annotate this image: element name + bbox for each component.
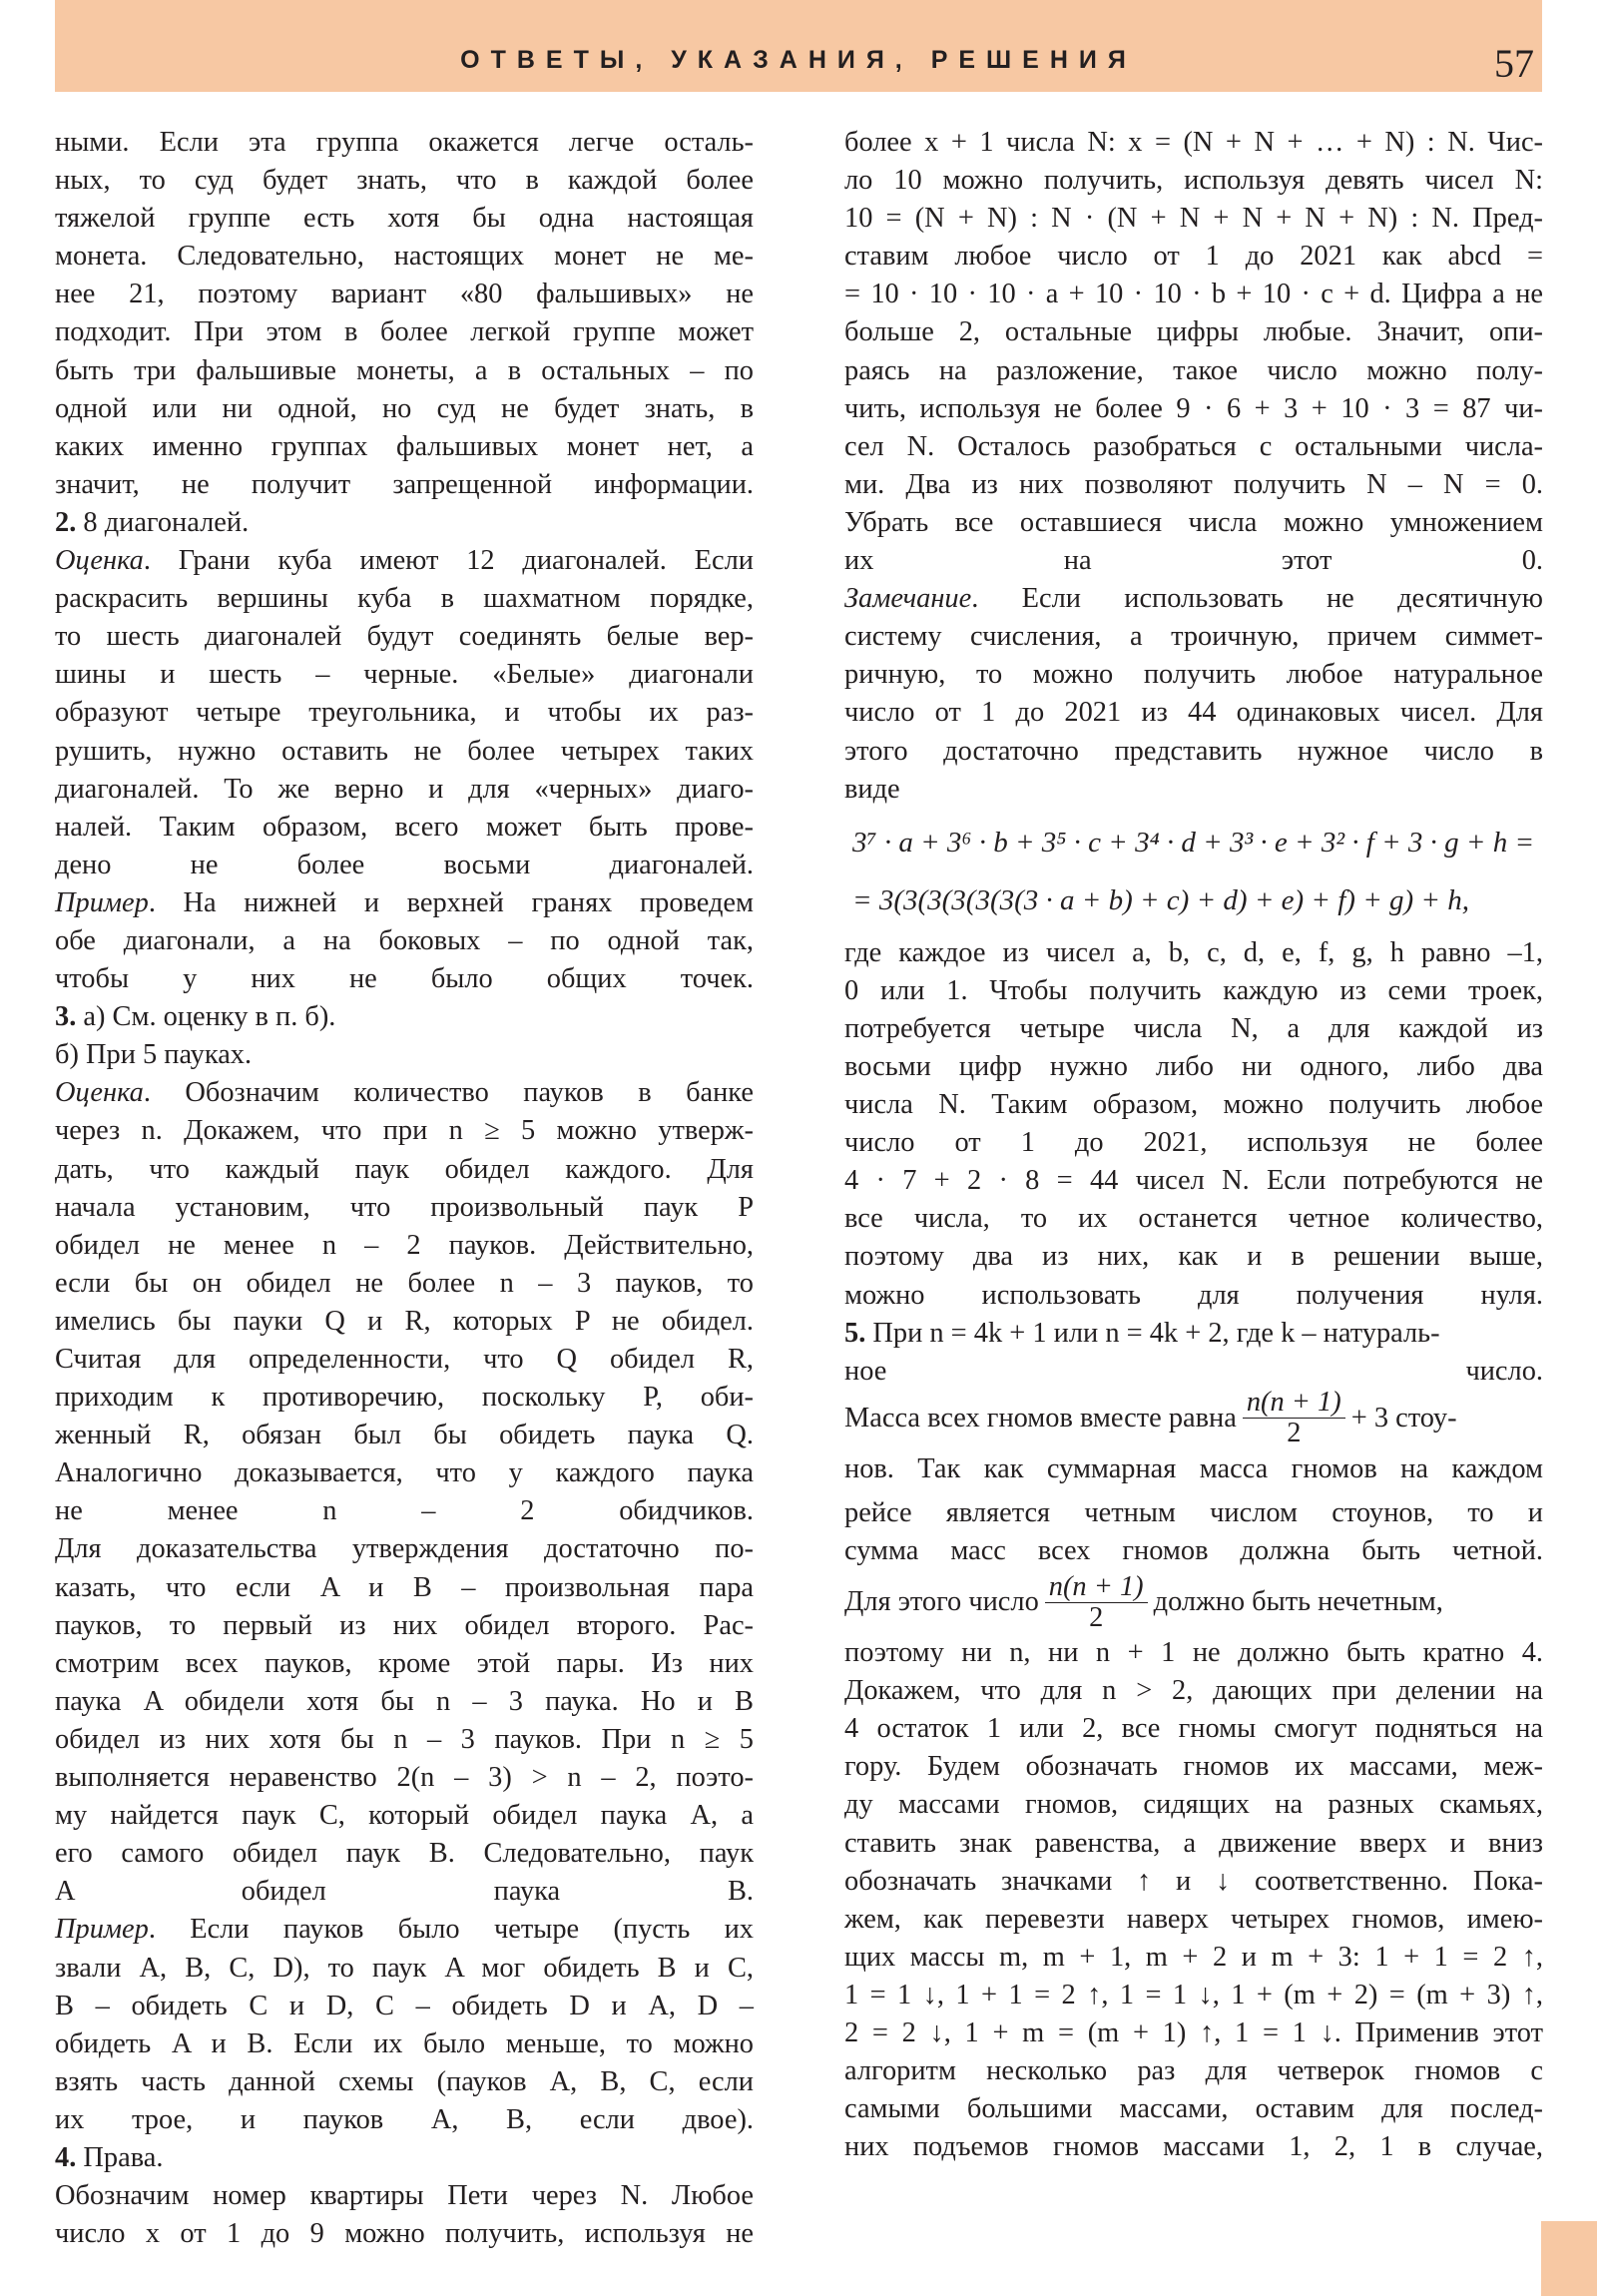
text-line: казать, что если A и B – произвольная пара [55, 1571, 754, 1603]
text-line: Аналогично доказывается, что у каждого паука [55, 1457, 754, 1489]
example-label: Пример [55, 1914, 149, 1946]
text-line: обидеть A и B. Если их было меньше, то можно [55, 2027, 754, 2059]
problem-number: 4. [55, 2141, 77, 2173]
text-line: пауков, то первый из них обидел второго. Рас- [55, 1609, 754, 1641]
text-line: диагоналей. То же верно и для «черных» диаго- [55, 773, 754, 805]
page-number: 57 [1494, 41, 1534, 86]
fraction-numerator: n(n + 1) [1243, 1388, 1345, 1419]
text-line: ставить знак равенства, а движение вверх и вниз [844, 1827, 1543, 1859]
running-header-title: ОТВЕТЫ, УКАЗАНИЯ, РЕШЕНИЯ [460, 46, 1137, 74]
problem-5 [844, 1315, 1543, 2167]
text-line: тяжелой группе есть хотя бы одна настоящая [55, 203, 754, 235]
text-line: 2 = 2 ↓, 1 + m = (m + 1) ↑, 1 = 1 ↓. Применив этот [844, 2017, 1543, 2049]
text-line: 4 остаток 1 или 2, все гномы смогут подняться на [844, 1713, 1543, 1745]
text-line: 4 · 7 + 2 · 8 = 44 чисел N. Если потребуются не [844, 1165, 1543, 1197]
text-line: му найдется паук C, который обидел паука A, а [55, 1800, 754, 1832]
text-line: Для доказательства утверждения достаточно по- [55, 1533, 754, 1565]
text-line: число от 1 до 2021, используя не более [844, 1127, 1543, 1159]
problem-3-part-a: 3. а) См. оценку в п. б). [55, 1001, 336, 1033]
text-line: 0 или 1. Чтобы получить каждую из семи троек, [844, 974, 1543, 1006]
text-line: его самого обидел паук B. Следовательно, паук [55, 1838, 754, 1870]
text-line: самыми большими массами, оставим для послед- [844, 2093, 1543, 2125]
text-line: через n. Докажем, что при n ≥ 5 можно утверж- [55, 1115, 754, 1147]
ternary-formula [844, 823, 1543, 920]
text-line: женный R, обязан был бы обидеть паука Q. [55, 1420, 754, 1451]
text-line: образуют четыре треугольника, и чтобы их раз- [55, 697, 754, 729]
problem-number: 5. [844, 1317, 866, 1349]
text-line: налей. Таким образом, всего может быть прове- [55, 811, 754, 843]
estimate-line: Оценка. Грани куба имеют 12 диагоналей. Если [55, 545, 754, 577]
example-line: Пример. На нижней и верхней гранях проведем [55, 886, 754, 918]
text-line: шины и шесть – черные. «Белые» диагонали [55, 659, 754, 691]
text-line: одной или ни одной, но суд не будет знать, в [55, 392, 754, 424]
page-edge-tab [1541, 2221, 1597, 2296]
text-line: потребуется четыре числа N, а для каждой из [844, 1012, 1543, 1044]
fraction-denominator: 2 [1287, 1418, 1302, 1449]
fraction-denominator: 2 [1089, 1601, 1104, 1633]
text-line: паука A обидели хотя бы n – 3 паука. Но и B [55, 1685, 754, 1717]
problem-2-answer: 2. 8 диагоналей. [55, 506, 250, 538]
text-line: подходит. При этом в более легкой группе может [55, 316, 754, 348]
text-line: Убрать все оставшиеся числа можно умножением [844, 506, 1543, 538]
text-line: обе диагонали, а на боковых – по одной так, [55, 924, 754, 956]
text-line: взять часть данной схемы (пауков A, B, C, если [55, 2065, 754, 2097]
text-line: каких именно группах фальшивых монет нет, а [55, 430, 754, 462]
p1-continuation [55, 124, 754, 504]
text-line: обидел из них хотя бы n – 3 пауков. При n ≥ 5 [55, 1723, 754, 1755]
problem-3-part-b: б) При 5 пауках. [55, 1039, 253, 1071]
text-line: ное число. [844, 1355, 1543, 1387]
problem-number: 2. [55, 506, 77, 538]
text-line: имелись бы пауки Q и R, которых P не обидел. [55, 1305, 754, 1337]
text-line: раясь на разложение, такое число можно полу- [844, 354, 1543, 386]
text-line: обидел не менее n – 2 пауков. Действительно, [55, 1229, 754, 1261]
text-line: можно использовать для получения нуля. [844, 1279, 1543, 1311]
text-line: число от 1 до 2021 из 44 одинаковых чисел. Для [844, 697, 1543, 729]
text-line: приходим к противоречию, поскольку P, оби- [55, 1382, 754, 1414]
text-line: рушить, нужно оставить не более четырех таких [55, 735, 754, 767]
text-line: Считая для определенности, что Q обидел R, [55, 1344, 754, 1375]
text-line: все числа, то их останется четное количество, [844, 1203, 1543, 1235]
mass-line: Масса всех гномов вместе равна $\frac{n(n + 1)}{2}$ + 3 стоу- [844, 1387, 1457, 1449]
text-line: больше 2, остальные цифры любые. Значит, опи- [844, 316, 1543, 348]
problem-number: 3. [55, 1001, 77, 1033]
estimate-line: Оценка. Обозначим количество пауков в банке [55, 1077, 754, 1109]
text-line: рейсе является четным числом стоунов, то и [844, 1496, 1543, 1528]
estimate-label: Оценка [55, 1077, 144, 1109]
fraction [1045, 1572, 1148, 1633]
text-line: значит, не получит запрещенной информации. [55, 468, 754, 500]
text-line: виде [844, 773, 900, 805]
text-line: жем, как перевезти наверх четырех гномов, имею- [844, 1903, 1543, 1935]
text-line: чтобы у них не было общих точек. [55, 963, 754, 995]
odd-line: Для этого число $\frac{n(n + 1)}{2}$ должно быть нечетным, [844, 1570, 1443, 1633]
text-line: Обозначим номер квартиры Пети через N. Любое [55, 2180, 754, 2212]
text-line: раскрасить вершины куба в шахматном порядке, [55, 583, 754, 615]
text-line: щих массы m, m + 1, m + 2 и m + 3: 1 + 1 = 2 ↑, [844, 1941, 1543, 1973]
text-line: выполняется неравенство 2(n – 3) > n – 2, поэто- [55, 1762, 754, 1794]
example-line: Пример. Если пауков было четыре (пусть их [55, 1914, 754, 1946]
problem-3 [55, 998, 754, 2139]
remark-continuation [844, 934, 1543, 1315]
left-column [55, 124, 754, 2253]
text-line: Докажем, что для n > 2, дающих при делении на [844, 1675, 1543, 1707]
text-line: их на этот 0. [844, 545, 1543, 577]
text-line: гору. Будем обозначать гномов их массами, меж- [844, 1751, 1543, 1783]
problem-4-continuation [844, 124, 1543, 580]
text-line: ставим любое число от 1 до 2021 как abcd = [844, 241, 1543, 273]
text-line: нее 21, поэтому вариант «80 фальшивых» не [55, 279, 754, 310]
text-line: 10 = (N + N) : N · (N + N + N + N + N) : N. Пред- [844, 203, 1543, 235]
text-line: начала установим, что произвольный паук P [55, 1191, 754, 1223]
remark-line: Замечание. Если использовать не десятичную [844, 583, 1543, 615]
text-line: восьми цифр нужно либо ни одного, либо два [844, 1050, 1543, 1082]
text-line: поэтому два из них, как и в решении выше, [844, 1241, 1543, 1273]
formula-line-1: 3⁷ · a + 3⁶ · b + 3⁵ · c + 3⁴ · d + 3³ · e + 3² · f + 3 · g + h = [852, 826, 1535, 859]
fraction-numerator: n(n + 1) [1045, 1572, 1148, 1603]
text-line: где каждое из чисел a, b, c, d, e, f, g, h равно –1, [844, 936, 1543, 968]
text-line: более x + 1 числа N: x = (N + N + … + N) : N. Чис- [844, 127, 1543, 158]
text-line: ными. Если эта группа окажется легче осталь- [55, 127, 754, 158]
fraction [1243, 1388, 1345, 1448]
text-line: быть три фальшивые монеты, а в остальных – по [55, 354, 754, 386]
text-line: смотрим всех пауков, кроме этой пары. Из них [55, 1647, 754, 1679]
text-line: их трое, и пауков A, B, если двое). [55, 2103, 754, 2135]
text-line: чить, используя не более 9 · 6 + 3 + 10 · 3 = 87 чи- [844, 392, 1543, 424]
text-line: дено не более восьми диагоналей. [55, 849, 754, 880]
right-column [844, 124, 1543, 2166]
text-line: A обидел паука B. [55, 1876, 754, 1908]
text-line: = 10 · 10 · 10 · a + 10 · 10 · b + 10 · c + d. Цифра a не [844, 279, 1543, 310]
text-line: числа N. Таким образом, можно получить любое [844, 1089, 1543, 1121]
text-line: алгоритм несколько раз для четверок гномов с [844, 2055, 1543, 2087]
estimate-label: Оценка [55, 545, 144, 577]
text-line: то шесть диагоналей будут соединять белые вер- [55, 621, 754, 653]
text-line: дать, что каждый паук обидел каждого. Для [55, 1153, 754, 1185]
running-header [55, 0, 1542, 92]
text-line: нов. Так как суммарная масса гномов на каждом [844, 1452, 1543, 1484]
text-line: ных, то суд будет знать, что в каждой более [55, 165, 754, 197]
problem-2 [55, 504, 754, 998]
text-line: этого достаточно представить нужное число в [844, 735, 1543, 767]
problem-4 [55, 2139, 754, 2253]
text-line: ло 10 можно получить, используя девять чисел N: [844, 165, 1543, 197]
remark [844, 580, 1543, 809]
problem-4-answer: 4. Права. [55, 2141, 164, 2173]
text-line: B – обидеть C и D, C – обидеть D и A, D – [55, 1990, 754, 2021]
text-line: звали A, B, C, D), то паук A мог обидеть B и C, [55, 1952, 754, 1984]
text-line: сумма масс всех гномов должна быть четной. [844, 1535, 1543, 1566]
text-line: монета. Следовательно, настоящих монет не ме- [55, 241, 754, 273]
example-label: Пример [55, 886, 149, 918]
problem-5-answer: 5. При n = 4k + 1 или n = 4k + 2, где k – натураль- [844, 1317, 1440, 1349]
text-line: обозначать значками ↑ и ↓ соответственно. Пока- [844, 1865, 1543, 1897]
text-line: число x от 1 до 9 можно получить, используя не [55, 2218, 754, 2250]
text-line: 1 = 1 ↓, 1 + 1 = 2 ↑, 1 = 1 ↓, 1 + (m + 2) = (m + 3) ↑, [844, 1979, 1543, 2010]
text-line: поэтому ни n, ни n + 1 не должно быть кратно 4. [844, 1637, 1543, 1669]
text-line: ми. Два из них позволяют получить N – N = 0. [844, 468, 1543, 500]
text-line: сел N. Осталось разобраться с остальными числа- [844, 430, 1543, 462]
text-line: ричную, то можно получить любое натуральное [844, 659, 1543, 691]
text-line: ду массами гномов, сидящих на разных скамьях, [844, 1789, 1543, 1821]
text-line: них подъемов гномов массами 1, 2, 1 в случае, [844, 2131, 1543, 2163]
text-line: не менее n – 2 обидчиков. [55, 1495, 754, 1527]
formula-line-2: = 3(3(3(3(3(3(3 · a + b) + c) + d) + e) + f) + g) + h, [852, 883, 1469, 916]
remark-label: Замечание [844, 583, 972, 615]
text-line: систему счисления, а троичную, причем симмет- [844, 621, 1543, 653]
text-line: если бы он обидел не более n – 3 пауков, то [55, 1267, 754, 1299]
